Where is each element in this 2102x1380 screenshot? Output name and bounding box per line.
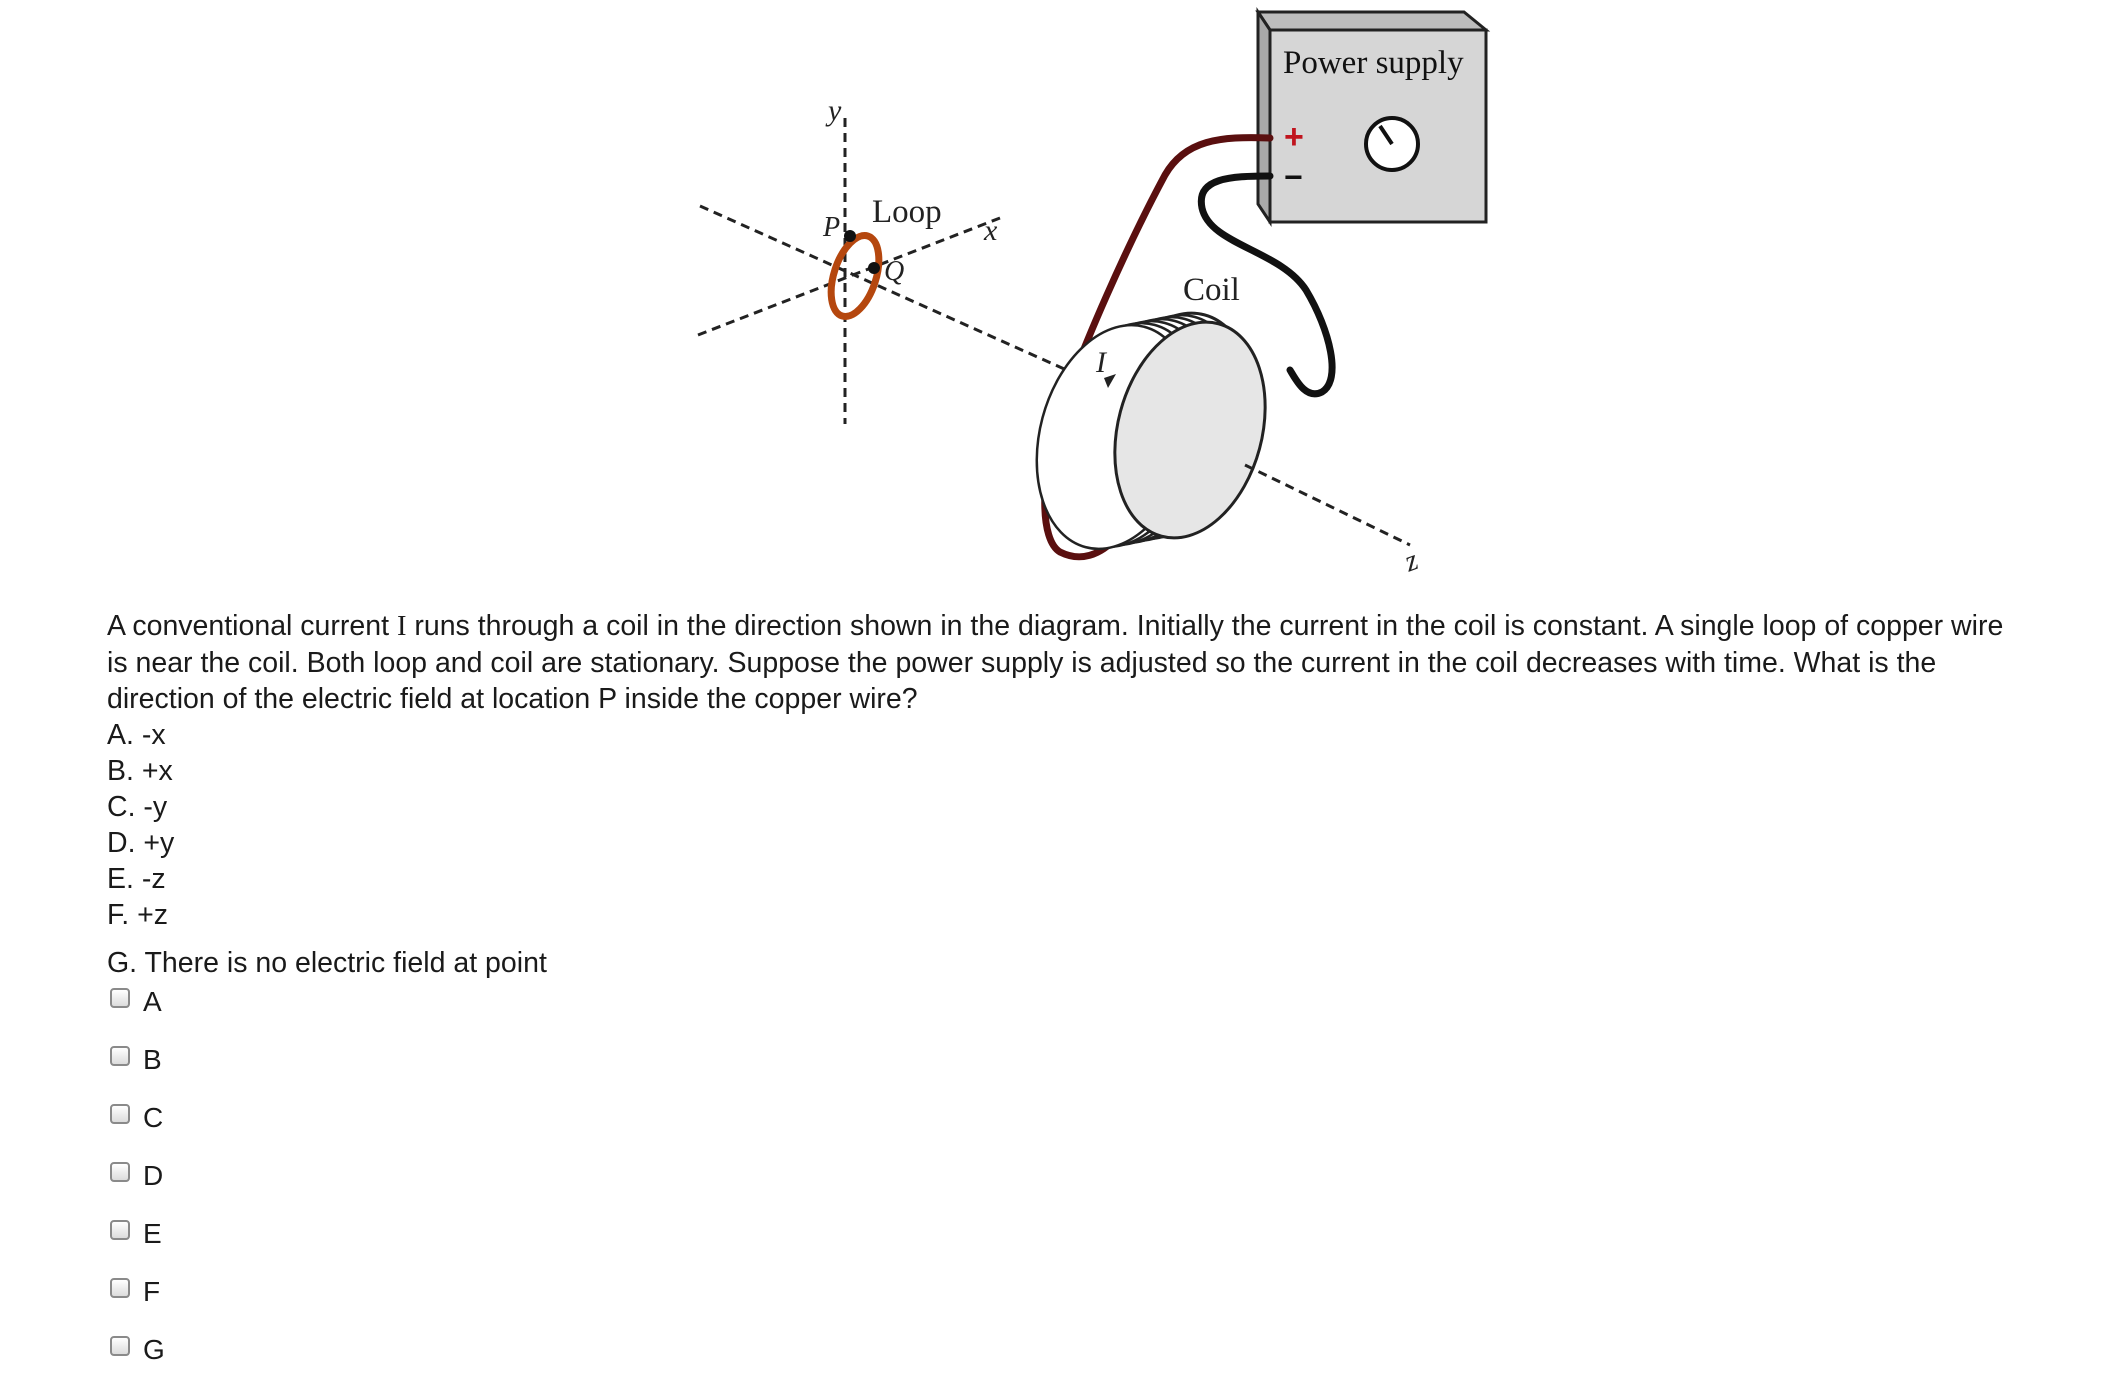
power-supply — [1258, 12, 1486, 222]
choice-b-label[interactable]: B — [143, 1044, 162, 1075]
power-supply-side — [1258, 12, 1270, 222]
choice-e-label[interactable]: E — [143, 1218, 162, 1249]
checkbox-d[interactable] — [110, 1162, 130, 1182]
point-q-label: Q — [884, 256, 905, 287]
choice-g[interactable] — [110, 1330, 165, 1370]
choice-c-label[interactable]: C — [143, 1102, 164, 1133]
option-a-text: A. -x — [107, 719, 166, 751]
power-supply-top — [1258, 12, 1486, 30]
question-text-end: runs through a coil in the direction shown in the diagram. Initially the current in the coil is constant. A single loop of copper wire is near the coil. Both loop and coil are stationary. Suppose the power supply is adjusted so the current in the coil decreases with time. What is the direction of the electric field at location P inside the copper wire? — [107, 610, 2004, 715]
point-p-dot — [844, 230, 856, 242]
z-axis-line — [700, 206, 1100, 385]
current-label: I — [1096, 346, 1106, 379]
choice-e[interactable] — [110, 1214, 162, 1254]
checkbox-b[interactable] — [110, 1046, 130, 1066]
option-e-text: E. -z — [107, 863, 166, 895]
coil-label: Coil — [1183, 272, 1240, 308]
choice-f[interactable] — [110, 1272, 160, 1312]
choice-a-label[interactable]: A — [143, 986, 162, 1017]
choice-c[interactable] — [110, 1098, 163, 1138]
axis-x-label: x — [984, 214, 998, 247]
option-b-text: B. +x — [107, 755, 173, 787]
coil-z-axis — [1245, 465, 1410, 545]
current-symbol: I — [396, 611, 407, 642]
minus-terminal-sign: − — [1284, 159, 1303, 195]
plus-terminal-sign: + — [1284, 118, 1304, 156]
choice-d-label[interactable]: D — [143, 1160, 164, 1191]
checkbox-g[interactable] — [110, 1336, 130, 1356]
choice-b[interactable] — [110, 1040, 162, 1080]
checkbox-f[interactable] — [110, 1278, 130, 1298]
axis-z-label: z — [1399, 543, 1423, 579]
choice-g-label[interactable]: G — [143, 1334, 165, 1365]
point-q-dot — [868, 262, 880, 274]
loop-label: Loop — [872, 194, 942, 230]
checkbox-e[interactable] — [110, 1220, 130, 1240]
option-c-text: C. -y — [107, 791, 168, 823]
question-text — [107, 608, 2027, 717]
choice-d[interactable] — [110, 1156, 163, 1196]
point-p-label: P — [823, 212, 841, 243]
option-g-text: G. There is no electric field at point — [107, 947, 547, 979]
checkbox-a[interactable] — [110, 988, 130, 1008]
choice-f-label[interactable]: F — [143, 1276, 161, 1307]
power-supply-label: Power supply — [1283, 45, 1464, 81]
choice-a[interactable] — [110, 982, 162, 1022]
checkbox-c[interactable] — [110, 1104, 130, 1124]
question-text-start: A conventional current — [107, 610, 397, 642]
question-block — [107, 608, 2027, 981]
axis-y-label: y — [828, 94, 842, 127]
physics-diagram — [0, 0, 2102, 600]
coil — [1013, 295, 1288, 566]
option-f-text: F. +z — [107, 899, 168, 931]
option-d-text: D. +y — [107, 827, 175, 859]
